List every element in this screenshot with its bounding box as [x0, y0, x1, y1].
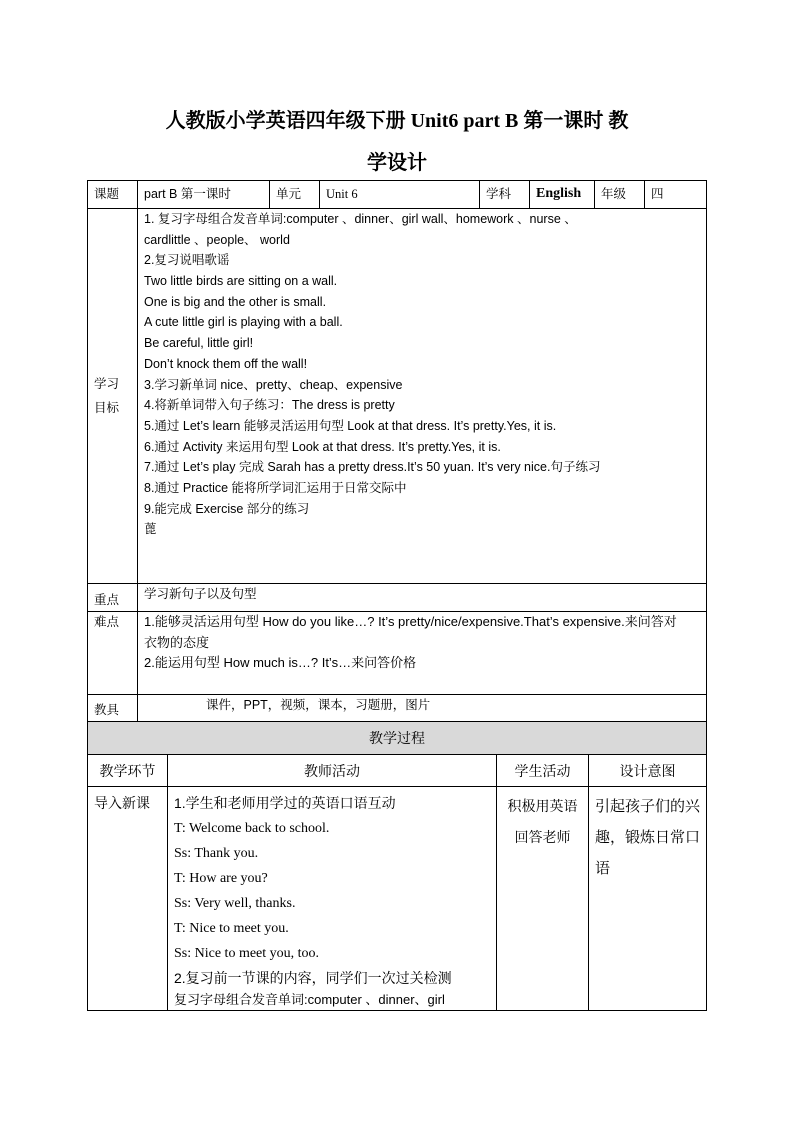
- stage-cell: 导入新课: [88, 787, 168, 1011]
- student-line: 积极用英语: [507, 798, 578, 814]
- student-activity-cell: [497, 787, 589, 1011]
- goal-line: cardlittle 、people、 world: [144, 232, 290, 247]
- difficulty-content: [138, 612, 707, 695]
- goal-line: 蓖: [144, 522, 157, 537]
- column-header-student: 学生活动: [497, 755, 589, 787]
- goals-label-line1: 学习: [94, 377, 120, 391]
- goal-line: 9.能完成 Exercise 部分的练习: [144, 501, 310, 516]
- lesson-info-table: [87, 180, 707, 722]
- difficulty-line: 1.能够灵活运用句型 How do you like…? It’s pretty/nice/expensive.That’s expensive.来问答对: [144, 614, 677, 629]
- teacher-line: Ss: Thank you.: [174, 846, 259, 861]
- process-header: 教学过程: [88, 722, 707, 755]
- teacher-line: T: Welcome back to school.: [174, 821, 330, 836]
- key-point-label: 重点: [88, 584, 138, 612]
- tools-value: 课件，PPT，视频，课本，习题册，图片: [138, 695, 707, 722]
- teaching-process-table: [87, 721, 707, 1011]
- difficulty-label: 难点: [88, 612, 138, 695]
- design-intent-cell: [589, 787, 707, 1011]
- goals-label: [88, 209, 138, 584]
- teacher-line: T: Nice to meet you.: [174, 921, 289, 936]
- unit-value: Unit 6: [320, 181, 480, 209]
- goal-line: Be careful, little girl!: [144, 336, 254, 351]
- difficulty-line: 2.能运用句型 How much is…? It’s…来问答价格: [144, 655, 417, 671]
- goal-line: 4.将新单词带入句子练习：The dress is pretty: [144, 398, 395, 413]
- student-line: 回答老师: [514, 829, 571, 845]
- goal-line: 1. 复习字母组合发音单词:computer 、dinner、girl wall、homework 、nurse 、: [144, 212, 577, 226]
- key-point-value: 学习新句子以及句型: [138, 584, 707, 612]
- column-header-teacher: 教师活动: [168, 755, 497, 787]
- goal-line: One is big and the other is small.: [144, 294, 327, 309]
- grade-label: 年级: [595, 181, 645, 209]
- teacher-line: 2.复习前一节课的内容，同学们一次过关检测: [174, 970, 452, 986]
- goal-line: Don’t knock them off the wall!: [144, 356, 308, 371]
- intent-line: 趣，锻炼日常口: [595, 829, 701, 846]
- goals-content: [138, 209, 707, 584]
- teacher-line: Ss: Nice to meet you, too.: [174, 946, 320, 961]
- column-header-stage: 教学环节: [88, 755, 168, 787]
- tools-label: 教具: [88, 695, 138, 722]
- goal-line: 8.通过 Practice 能将所学词汇运用于日常交际中: [144, 480, 407, 495]
- goal-line: 3.学习新单词 nice、pretty、cheap、expensive: [144, 377, 403, 392]
- teacher-line: Ss: Very well, thanks.: [174, 896, 296, 911]
- subject-label: 学科: [480, 181, 530, 209]
- goals-label-line2: 目标: [94, 401, 120, 415]
- column-header-intent: 设计意图: [589, 755, 707, 787]
- teacher-line: T: How are you?: [174, 871, 268, 886]
- lesson-label: 课题: [88, 181, 138, 209]
- subject-value: English: [530, 181, 595, 209]
- goal-line: A cute little girl is playing with a ball.: [144, 315, 343, 330]
- goal-line: 7.通过 Let’s play 完成 Sarah has a pretty dress.It’s 50 yuan. It’s very nice.句子练习: [144, 460, 601, 475]
- document-title-line2: 学设计: [367, 152, 427, 174]
- difficulty-line: 衣物的态度: [144, 634, 210, 650]
- intent-line: 语: [595, 860, 611, 877]
- teacher-line: 1.学生和老师用学过的英语口语互动: [174, 795, 396, 811]
- goal-line: 2.复习说唱歌谣: [144, 253, 230, 268]
- goal-line: 6.通过 Activity 来运用句型 Look at that dress. It’s pretty.Yes, it is.: [144, 439, 501, 454]
- goal-line: 5.通过 Let’s learn 能够灵活运用句型 Look at that dress. It’s pretty.Yes, it is.: [144, 418, 557, 433]
- grade-value: 四: [645, 181, 707, 209]
- teacher-activity-cell: [168, 787, 497, 1011]
- unit-label: 单元: [270, 181, 320, 209]
- teacher-line: 复习字母组合发音单词:computer 、dinner、girl: [174, 992, 445, 1007]
- goal-line: Two little birds are sitting on a wall.: [144, 274, 338, 289]
- lesson-value: part B 第一课时: [138, 181, 270, 209]
- document-title-line1: 人教版小学英语四年级下册 Unit6 part B 第一课时 教: [165, 110, 629, 132]
- intent-line: 引起孩子们的兴: [595, 798, 701, 815]
